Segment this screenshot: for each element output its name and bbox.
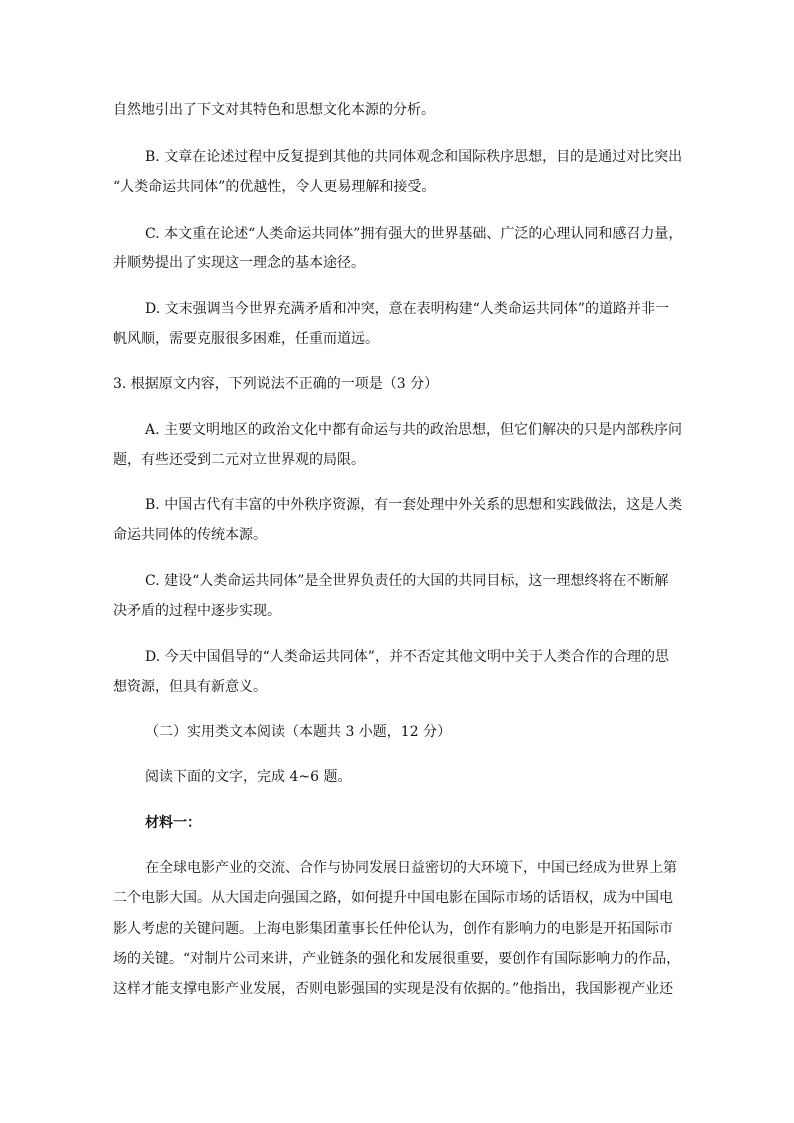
option-c-line-2: 并顺势提出了实现这一理念的基本途径。 [113, 255, 365, 271]
material-paragraph-line-4: 场的关键。“对制片公司来讲，产业链条的强化和发展很重要，要创作有国际影响力的作品， [113, 951, 681, 967]
reading-instruction: 阅读下面的文字，完成 4~6 题。 [145, 769, 352, 785]
q3-option-c-line-2: 决矛盾的过程中逐步实现。 [113, 603, 281, 619]
q3-option-a-line-1: A. 主要文明地区的政治文化中都有命运与共的政治思想，但它们解决的只是内部秩序问 [145, 422, 683, 438]
material-one-label: 材料一： [145, 815, 201, 831]
material-paragraph-line-5: 这样才能支撑电影产业发展，否则电影强国的实现是没有依据的。”他指出，我国影视产业还 [113, 981, 674, 997]
option-b-line-1: B. 文章在论述过程中反复提到其他的共同体观念和国际秩序思想，目的是通过对比突出 [145, 149, 683, 165]
question-3-title: 3. 根据原文内容，下列说法不正确的一项是（3 分） [113, 376, 439, 392]
q3-option-b-line-1: B. 中国古代有丰富的中外秩序资源，有一套处理中外关系的思想和实践做法，这是人类 [145, 497, 683, 513]
paragraph-line: 自然地引出了下文对其特色和思想文化本源的分析。 [113, 102, 435, 118]
section-heading: （二）实用类文本阅读（本题共 3 小题，12 分） [145, 724, 452, 740]
option-d-line-1: D. 文末强调当今世界充满矛盾和冲突，意在表明构建“人类命运共同体”的道路并非一 [145, 301, 669, 317]
q3-option-d-line-1: D. 今天中国倡导的“人类命运共同体”，并不否定其他文明中关于人类合作的合理的思 [145, 649, 669, 665]
material-paragraph-line-2: 二个电影大国。从大国走向强国之路，如何提升中国电影在国际市场的话语权，成为中国电 [113, 890, 673, 906]
material-paragraph-line-3: 影人考虑的关键问题。上海电影集团董事长任仲伦认为，创作有影响力的电影是开拓国际市 [113, 921, 673, 937]
material-paragraph-line-1: 在全球电影产业的交流、合作与协同发展日益密切的大环境下，中国已经成为世界上第 [145, 860, 677, 876]
q3-option-d-line-2: 想资源，但具有新意义。 [113, 679, 267, 695]
option-c-line-1: C. 本文重在论述“人类命运共同体”拥有强大的世界基础、广泛的心理认同和感召力量， [145, 226, 683, 242]
option-d-line-2: 帆风顺，需要克服很多困难，任重而道远。 [113, 331, 379, 347]
q3-option-b-line-2: 命运共同体的传统本源。 [113, 527, 267, 543]
q3-option-a-line-2: 题，有些还受到二元对立世界观的局限。 [113, 452, 365, 468]
option-b-line-2: “人类命运共同体”的优越性，令人更易理解和接受。 [113, 179, 436, 195]
q3-option-c-line-1: C. 建设“人类命运共同体”是全世界负责任的大国的共同目标，这一理想终将在不断解 [145, 573, 669, 589]
